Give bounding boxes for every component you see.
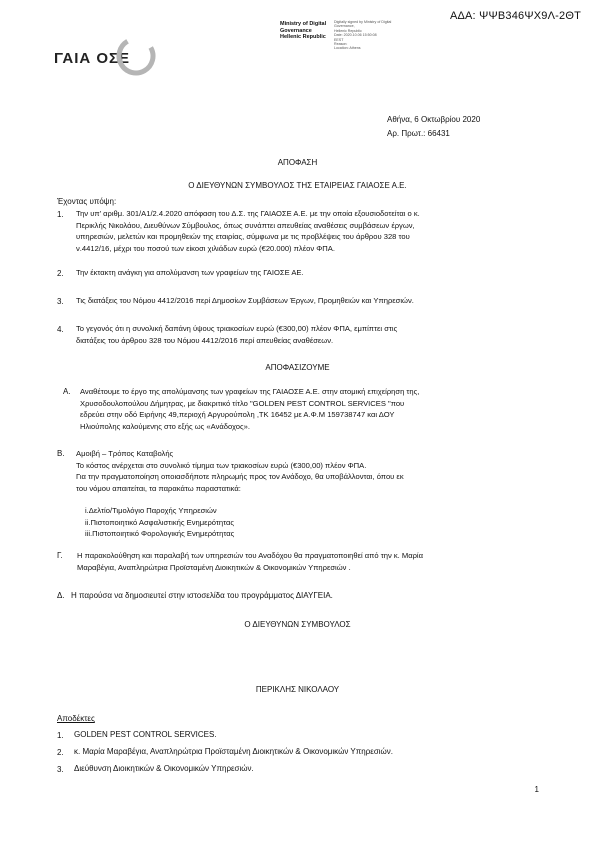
section-d-label: Δ. — [57, 591, 65, 600]
place-date: Αθήνα, 6 Οκτωβρίου 2020 — [387, 115, 481, 124]
signature-detail-line: Location: Athens — [334, 46, 361, 51]
ministry-line: Ministry of Digital — [280, 21, 327, 27]
required-document: ii.Πιστοποιητικό Ασφαλιστικής Ενημερότητας — [85, 517, 235, 527]
section-line: Ηλιούπολης καλούμενης στο εξής ως «Ανάδοχος». — [80, 421, 251, 431]
signature-title: Ο ΔΙΕΥΘΥΝΩΝ ΣΥΜΒΟΥΛΟΣ — [244, 620, 351, 629]
recipient-number: 1. — [57, 731, 64, 740]
consideration-item — [76, 208, 538, 254]
required-documents-list — [85, 505, 385, 540]
consideration-line: Την υπ' αριθμ. 301/Α1/2.4.2020 απόφαση του Δ.Σ. της ΓΑΙΑΟΣΕ Α.Ε. με την οποία εξουσιοδοτείται ο κ. — [76, 209, 420, 218]
digital-signature-details — [334, 20, 391, 51]
consideration-line: Το γεγονός ότι η συνολική δαπάνη ύψους τριακοσίων ευρώ (€300,00) πλέον ΦΠΑ, εμπίπτει στις — [76, 324, 398, 333]
consideration-number: 4. — [57, 325, 64, 334]
ministry-block — [280, 21, 326, 41]
consideration-number: 1. — [57, 210, 64, 219]
document-subtitle: Ο ΔΙΕΥΘΥΝΩΝ ΣΥΜΒΟΥΛΟΣ ΤΗΣ ΕΤΑΙΡΕΙΑΣ ΓΑΙΑΟΣΕ Α.Ε. — [188, 181, 407, 190]
section-b-text — [76, 448, 516, 494]
document-title: ΑΠΟΦΑΣΗ — [277, 158, 318, 167]
recipient-item: κ. Μαρία Μαραβέγια, Αναπληρώτρια Προϊσταμένη Διοικητικών & Οικονομικών Υπηρεσιών. — [74, 747, 394, 756]
recipient-item: Διεύθυνση Διοικητικών & Οικονομικών Υπηρεσιών. — [74, 764, 254, 773]
recipient-item: GOLDEN PEST CONTROL SERVICES. — [74, 730, 217, 739]
ministry-line: Hellenic Republic — [280, 34, 326, 40]
recipients-heading: Αποδέκτες — [57, 714, 95, 723]
logo-text: ΓΑΙΑ ΟΣΕ — [54, 50, 131, 67]
section-d-text: Η παρούσα να δημοσιευτεί στην ιστοσελίδα του προγράμματος ΔΙΑΥΓΕΙΑ. — [71, 591, 333, 600]
consideration-line: υπηρεσιών, μελετών και προμηθειών της εταιρίας, σύμφωνα με τις προβλέψεις του άρθρου 328 του — [76, 232, 410, 241]
consideration-item — [76, 323, 538, 346]
consideration-line: διατάξεις του άρθρου 328 του Νόμου 4412/2016 περί απευθείας αναθέσεων. — [76, 335, 334, 345]
section-line: Η παρακολούθηση και παραλαβή των υπηρεσιών του Αναδόχου θα πραγματοποιηθεί από την κ. Μαρία — [77, 551, 424, 560]
consideration-line: ν.4412/16, μέχρι του ποσού των είκοσι χιλιάδων ευρώ (€20.000) πλέον ΦΠΑ. — [76, 243, 335, 253]
consideration-number: 2. — [57, 269, 64, 278]
recipient-number: 3. — [57, 765, 64, 774]
consideration-item — [76, 267, 538, 279]
consideration-number: 3. — [57, 297, 64, 306]
signature-detail-line: Hellenic Republic — [334, 28, 362, 33]
signature-detail-line: Governance, — [334, 24, 355, 29]
section-line: Το κόστος ανέρχεται στο συνολικό τίμημα των τριακοσίων ευρώ (€300,00) πλέον ΦΠΑ. — [76, 460, 367, 470]
section-line: Για την πραγματοποίηση οποιασδήποτε πληρωμής προς τον Ανάδοχο, θα υποβάλλονται, όπου εκ — [76, 472, 404, 481]
section-b-label: Β. — [57, 449, 65, 458]
logo-ring-icon — [116, 36, 156, 76]
ministry-line: Governance — [280, 27, 312, 34]
section-a-label: Α. — [63, 387, 71, 396]
signature-name: ΠΕΡΙΚΛΗΣ ΝΙΚΟΛΑΟΥ — [255, 685, 340, 694]
protocol-number: Αρ. Πρωτ.: 66431 — [387, 129, 450, 138]
signature-detail-line: EEST — [334, 37, 344, 42]
signature-detail-line: Date: 2020.10.06 15:50:08 — [334, 33, 377, 38]
signature-detail-line: Reason: — [334, 42, 348, 47]
section-line: του νόμου απαιτείται, τα παρακάτω παραστατικά: — [76, 483, 241, 493]
section-line: Μαραβέγια, Αναπληρώτρια Προϊσταμένη Διοικητικών & Οικονομικών Υπηρεσιών . — [77, 562, 351, 572]
signature-detail-line: Digitally signed by Ministry of Digital — [334, 20, 392, 24]
gaiaose-logo — [54, 34, 149, 86]
date-block — [387, 113, 480, 141]
section-a-text — [80, 386, 540, 432]
consideration-line: Την έκτακτη ανάγκη για απολύμανση των γραφείων της ΓΑΙΟΣΕ ΑΕ. — [76, 268, 304, 277]
consideration-line: Περικλής Νικολάου, Διευθύνων Σύμβουλος, όπως συνάπτει απευθείας αναθέσεις συμβάσεων έργων, — [76, 220, 415, 230]
page-number: 1 — [534, 785, 539, 794]
section-line: Αναθέτουμε το έργο της απολύμανσης των γραφείων της ΓΑΙΑΟΣΕ Α.Ε. στην ατομική επιχείρηση της, — [80, 387, 420, 396]
consideration-line: Τις διατάξεις του Νόμου 4412/2016 περί Δημοσίων Συμβάσεων Έργων, Προμηθειών και Υπηρεσιών. — [76, 296, 414, 305]
ada-code: ΑΔΑ: ΨΨΒ346ΨΧ9Λ-2ΘΤ — [449, 10, 581, 22]
section-c-text — [77, 550, 539, 573]
section-b-heading: Αμοιβή – Τρόπος Καταβολής — [76, 449, 174, 458]
recipient-number: 2. — [57, 748, 64, 757]
required-document: iii.Πιστοποιητικό Φορολογικής Ενημερότητας — [85, 529, 235, 538]
section-line: Χρυσοδουλοπούλου Δήμητρας, με διακριτικό τίτλο "GOLDEN PEST CONTROL SERVICES "που — [80, 398, 405, 408]
required-document: i.Δελτίο/Τιμολόγιο Παροχής Υπηρεσιών — [85, 506, 217, 515]
section-line: εδρεύει στην οδό Ειρήνης 49,περιοχή Αργυρούπολη ,ΤΚ 16452 με Α.Φ.Μ 159738747 και ΔΟΥ — [80, 410, 395, 419]
consideration-item — [76, 295, 538, 307]
section-c-label: Γ. — [57, 551, 63, 560]
having-regard-heading: Έχοντας υπόψη: — [57, 197, 117, 206]
decision-heading: ΑΠΟΦΑΣΙΖΟΥΜΕ — [265, 363, 330, 372]
